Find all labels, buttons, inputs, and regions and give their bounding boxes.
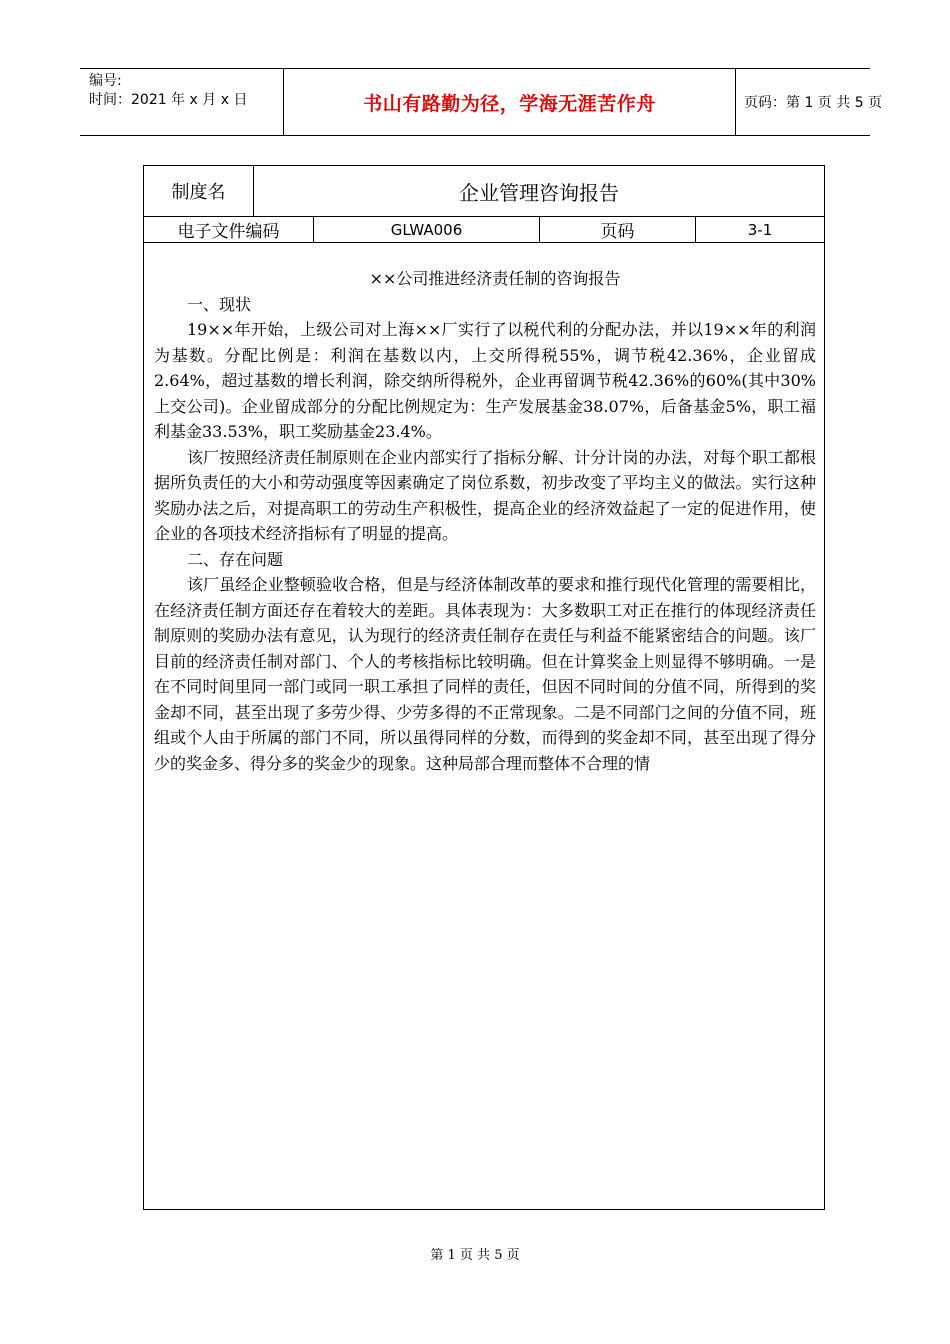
paragraph-status-2: 该厂按照经济责任制原则在企业内部实行了指标分解、计分计岗的办法，对每个职工都根据所负责任的大小和劳动强度等因素确定了岗位系数，初步改变了平均主义的做法。实行这种奖励办法之后，对提高职工的劳动生产积极性，提高企业的经济效益起了一定的促进作用，使企业的各项技术经济指标有了明显的提高。 bbox=[154, 447, 816, 543]
page-header bbox=[80, 68, 883, 136]
page-label: 页码 bbox=[540, 217, 696, 242]
header-motto: 书山有路勤为径，学海无涯苦作舟 bbox=[284, 69, 736, 135]
system-name-label: 制度名 bbox=[144, 166, 254, 216]
file-code-label: 电子文件编码 bbox=[144, 217, 314, 242]
section-heading-problems: 二、存在问题 bbox=[187, 549, 284, 569]
report-body bbox=[154, 266, 816, 776]
report-title: ××公司推进经济责任制的咨询报告 bbox=[369, 269, 621, 288]
document-time-label: 时间：2021 年 x 月 x 日 bbox=[89, 92, 248, 108]
file-code-value: GLWA006 bbox=[314, 217, 540, 242]
section-heading-status: 一、现状 bbox=[187, 294, 252, 314]
document-number-label: 编号: bbox=[89, 73, 122, 89]
paragraph-problems: 该厂虽经企业整顿验收合格，但是与经济体制改革的要求和推行现代化管理的需要相比，在经济责任制方面还存在着较大的差距。具体表现为：大多数职工对正在推行的体现经济责任制原则的奖励办法有意见，认为现行的经济责任制存在责任与利益不能紧密结合的问题。该厂目前的经济责任制对部门、个人的考核指标比较明确。但在计算奖金上则显得不够明确。一是在不同时间里同一部门或同一职工承担了同样的责任，但因不同时间的分值不同，所得到的奖金却不同，甚至出现了多劳少得、少劳多得的不正常现象。二是不同部门之间的分值不同，班组或个人由于所属的部门不同，所以虽得同样的分数，而得到的奖金却不同，甚至出现了得分少的奖金多、得分多的奖金少的现象。这种局部合理而整体不合理的情 bbox=[154, 575, 816, 773]
system-name-row bbox=[144, 166, 824, 217]
header-meta bbox=[80, 69, 284, 135]
paragraph-status-1: 19××年开始，上级公司对上海××厂实行了以税代利的分配办法，并以19××年的利润为基数。分配比例是：利润在基数以内，上交所得税55%，调节税42.36%，企业留成2.64%，超过基数的增长利润，除交纳所得税外，企业再留调节税42.36%的60%(其中30%上交公司)。企业留成部分的分配比例规定为：生产发展基金38.07%，后备基金5%，职工福利基金33.53%，职工奖励基金23.4%。 bbox=[154, 320, 816, 441]
system-name-value: 企业管理咨询报告 bbox=[459, 180, 619, 205]
page-footer: 第 1 页 共 5 页 bbox=[430, 1248, 520, 1263]
header-page-info: 页码：第 1 页 共 5 页 bbox=[744, 95, 883, 111]
document-form bbox=[143, 165, 825, 1210]
page-value: 3-1 bbox=[747, 220, 773, 239]
file-info-row bbox=[144, 217, 824, 243]
